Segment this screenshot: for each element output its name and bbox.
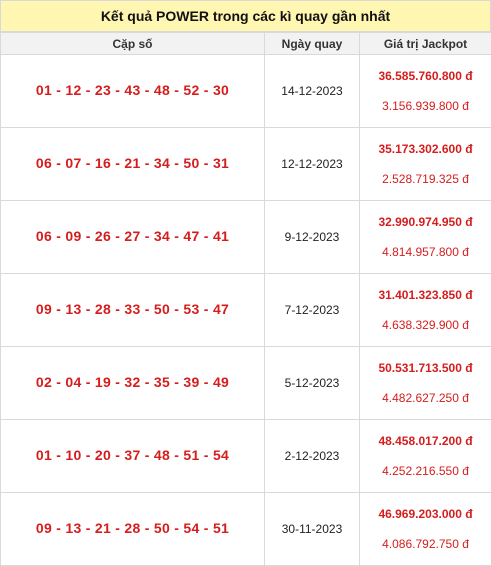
column-header-date: Ngày quay bbox=[265, 33, 360, 55]
table-row bbox=[1, 493, 491, 566]
date-cell bbox=[265, 201, 360, 274]
jackpot-cell bbox=[360, 55, 491, 128]
jackpot-cell bbox=[360, 347, 491, 420]
winning-numbers: 06 - 09 - 26 - 27 - 34 - 47 - 41 bbox=[36, 228, 229, 244]
column-header-jackpot: Giá trị Jackpot bbox=[360, 33, 491, 55]
numbers-cell bbox=[1, 420, 265, 493]
draw-date: 30-11-2023 bbox=[282, 522, 343, 536]
jackpot-1-value: 32.990.974.950 đ bbox=[360, 214, 491, 230]
date-cell bbox=[265, 493, 360, 566]
jackpot-cell bbox=[360, 201, 491, 274]
jackpot-cell bbox=[360, 493, 491, 566]
numbers-cell bbox=[1, 493, 265, 566]
date-cell bbox=[265, 128, 360, 201]
jackpot-1-value: 48.458.017.200 đ bbox=[360, 433, 491, 449]
table-row bbox=[1, 201, 491, 274]
numbers-cell bbox=[1, 128, 265, 201]
date-cell bbox=[265, 420, 360, 493]
jackpot-2-value: 4.638.329.900 đ bbox=[360, 317, 491, 333]
panel-title: Kết quả POWER trong các kì quay gần nhất bbox=[0, 0, 491, 32]
jackpot-2-value: 3.156.939.800 đ bbox=[360, 98, 491, 114]
draw-date: 2-12-2023 bbox=[285, 449, 340, 463]
jackpot-1-value: 36.585.760.800 đ bbox=[360, 68, 491, 84]
jackpot-2-value: 4.252.216.550 đ bbox=[360, 463, 491, 479]
draw-date: 14-12-2023 bbox=[281, 84, 342, 98]
winning-numbers: 06 - 07 - 16 - 21 - 34 - 50 - 31 bbox=[36, 155, 229, 171]
winning-numbers: 01 - 10 - 20 - 37 - 48 - 51 - 54 bbox=[36, 447, 229, 463]
numbers-cell bbox=[1, 347, 265, 420]
numbers-cell bbox=[1, 55, 265, 128]
table-row bbox=[1, 420, 491, 493]
jackpot-cell bbox=[360, 420, 491, 493]
jackpot-cell bbox=[360, 128, 491, 201]
numbers-cell bbox=[1, 201, 265, 274]
table-header-row bbox=[1, 33, 491, 55]
jackpot-1-value: 46.969.203.000 đ bbox=[360, 506, 491, 522]
jackpot-1-value: 50.531.713.500 đ bbox=[360, 360, 491, 376]
results-table bbox=[0, 32, 491, 566]
date-cell bbox=[265, 274, 360, 347]
table-row bbox=[1, 55, 491, 128]
column-header-numbers: Cặp số bbox=[1, 33, 265, 55]
jackpot-cell bbox=[360, 274, 491, 347]
numbers-cell bbox=[1, 274, 265, 347]
draw-date: 12-12-2023 bbox=[281, 157, 342, 171]
winning-numbers: 09 - 13 - 28 - 33 - 50 - 53 - 47 bbox=[36, 301, 229, 317]
draw-date: 7-12-2023 bbox=[285, 303, 340, 317]
winning-numbers: 01 - 12 - 23 - 43 - 48 - 52 - 30 bbox=[36, 82, 229, 98]
date-cell bbox=[265, 55, 360, 128]
winning-numbers: 02 - 04 - 19 - 32 - 35 - 39 - 49 bbox=[36, 374, 229, 390]
jackpot-2-value: 4.482.627.250 đ bbox=[360, 390, 491, 406]
table-row bbox=[1, 274, 491, 347]
date-cell bbox=[265, 347, 360, 420]
jackpot-2-value: 2.528.719.325 đ bbox=[360, 171, 491, 187]
draw-date: 5-12-2023 bbox=[285, 376, 340, 390]
jackpot-1-value: 31.401.323.850 đ bbox=[360, 287, 491, 303]
draw-date: 9-12-2023 bbox=[285, 230, 340, 244]
table-row bbox=[1, 347, 491, 420]
jackpot-2-value: 4.814.957.800 đ bbox=[360, 244, 491, 260]
jackpot-1-value: 35.173.302.600 đ bbox=[360, 141, 491, 157]
winning-numbers: 09 - 13 - 21 - 28 - 50 - 54 - 51 bbox=[36, 520, 229, 536]
jackpot-2-value: 4.086.792.750 đ bbox=[360, 536, 491, 552]
table-row bbox=[1, 128, 491, 201]
